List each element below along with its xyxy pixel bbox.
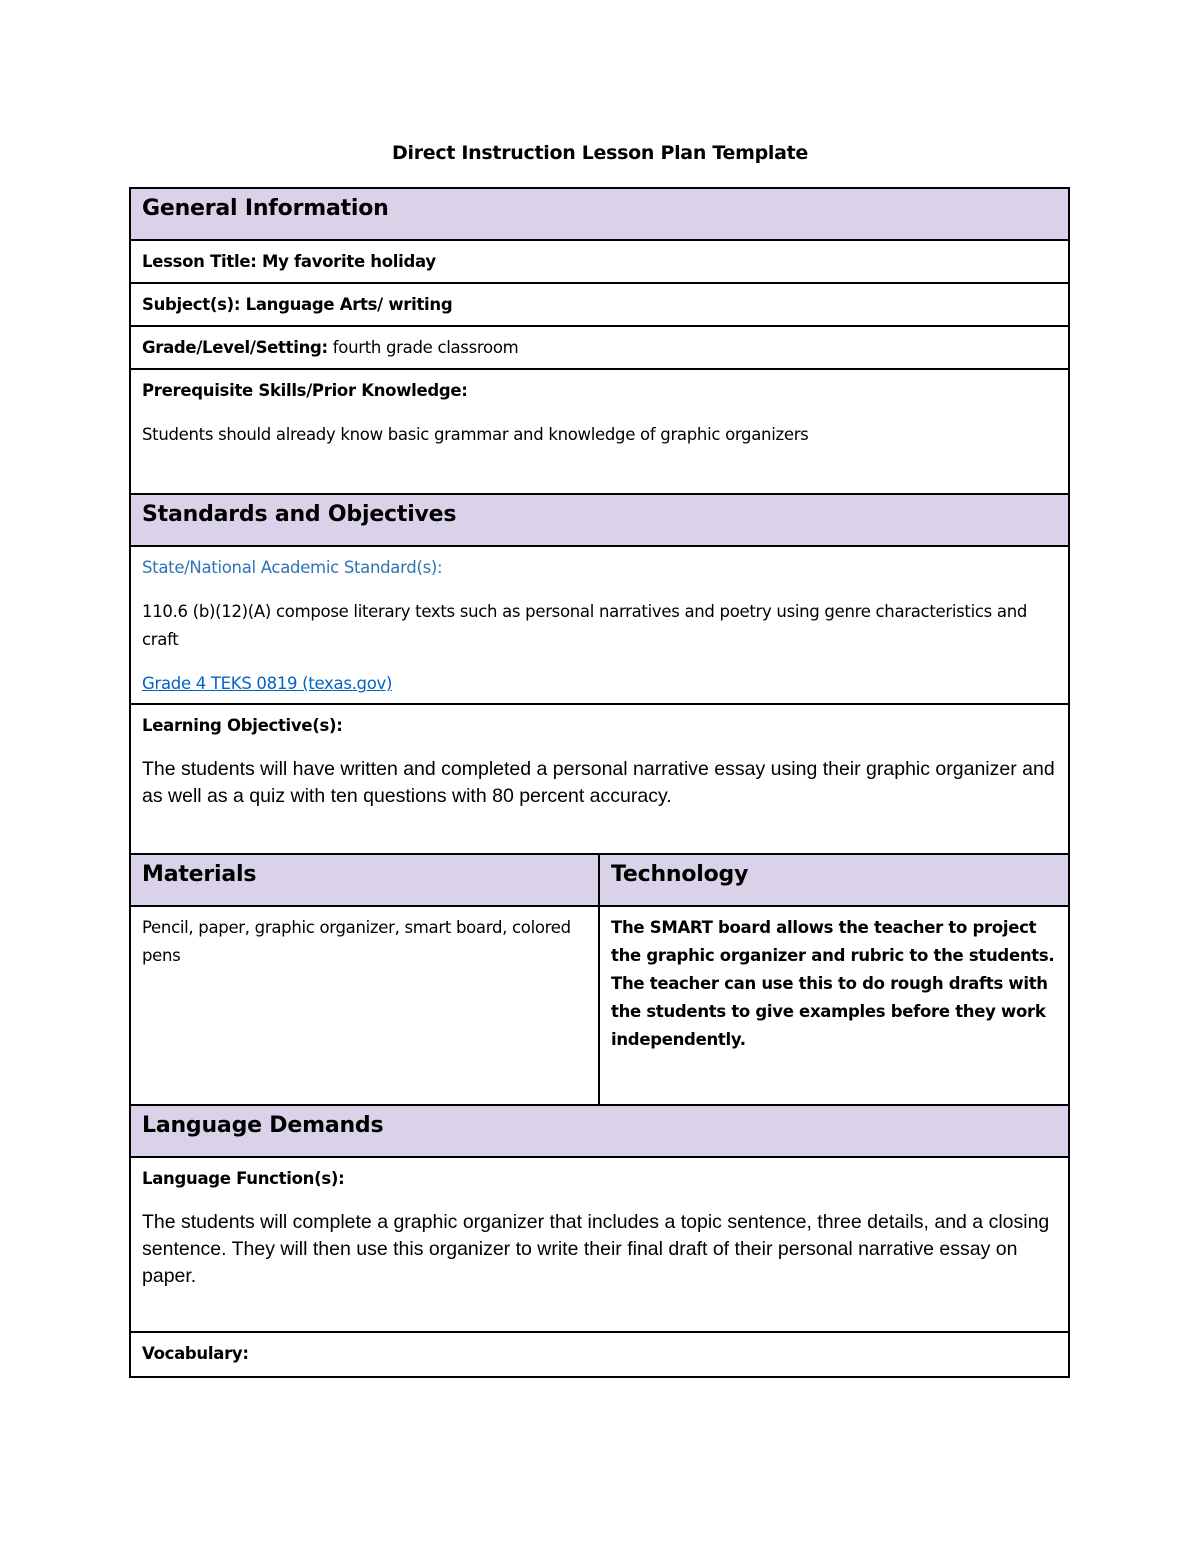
language-demands-header: Language Demands [131, 1106, 1068, 1158]
materials-header: Materials [131, 855, 600, 905]
prerequisite-text: Students should already know basic grammar and knowledge of graphic organizers [142, 425, 809, 444]
grade-value: fourth grade classroom [327, 338, 519, 357]
page-title: Direct Instruction Lesson Plan Template [392, 142, 808, 164]
materials-technology-body-row [131, 907, 1068, 1106]
language-function-label: Language Function(s): [142, 1169, 345, 1188]
grade-level-row [131, 327, 1068, 370]
language-function-row [131, 1158, 1068, 1333]
language-function-text: The students will complete a graphic organizer that includes a topic sentence, three details, and a closing sentence. They will then use this organizer to write their final draft of their personal narrative essay on paper. [142, 1211, 1050, 1287]
objective-label: Learning Objective(s): [142, 716, 343, 735]
prerequisite-row [131, 370, 1068, 495]
general-information-header: General Information [131, 189, 1068, 241]
learning-objectives-row [131, 705, 1068, 855]
standard-text: 110.6 (b)(12)(A) compose literary texts such as personal narratives and poetry using genre characteristics and craft [142, 602, 1028, 649]
standards-objectives-header: Standards and Objectives [131, 495, 1068, 547]
materials-technology-header-row [131, 855, 1068, 907]
vocabulary-row [131, 1333, 1068, 1376]
technology-header: Technology [600, 855, 1068, 905]
technology-text: The SMART board allows the teacher to project the graphic organizer and rubric to the students. The teacher can use this to do rough drafts with the students to give examples before they work independently. [611, 918, 1055, 1049]
subjects-row [131, 284, 1068, 327]
grade-label: Grade/Level/Setting: [142, 338, 328, 357]
objective-text: The students will have written and completed a personal narrative essay using their graphic organizer and as well as a quiz with ten questions with 80 percent accuracy. [142, 758, 1055, 807]
academic-standards-row [131, 547, 1068, 705]
lesson-title-row [131, 241, 1068, 284]
lesson-plan-table [129, 187, 1070, 1378]
prerequisite-label: Prerequisite Skills/Prior Knowledge: [142, 381, 468, 400]
subjects: Subject(s): Language Arts/ writing [142, 295, 453, 314]
lesson-title: Lesson Title: My favorite holiday [142, 252, 436, 271]
standard-label: State/National Academic Standard(s): [142, 558, 443, 577]
vocabulary-label: Vocabulary: [142, 1344, 249, 1363]
teks-link[interactable]: Grade 4 TEKS 0819 (texas.gov) [142, 674, 393, 693]
materials-text: Pencil, paper, graphic organizer, smart board, colored pens [131, 907, 600, 1104]
